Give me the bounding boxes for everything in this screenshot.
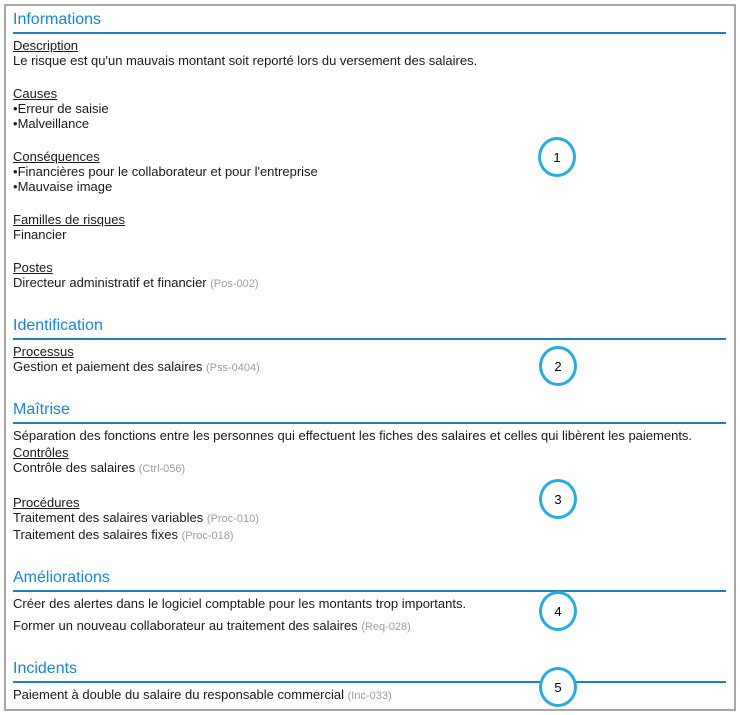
maitrise-intro: Séparation des fonctions entre les personnes qui effectuent les fiches des salaires et celles qui libèrent les paiements. [13, 428, 693, 443]
callout-4: 4 [539, 591, 577, 631]
section-identification [13, 316, 726, 376]
maitrise-intro-block [13, 428, 726, 443]
causes-label: Causes [13, 86, 58, 101]
processus-ref-code: (Pss-0404) [205, 362, 260, 374]
procedure-value: Traitement des salaires fixes [13, 527, 178, 542]
group-consequences [13, 149, 726, 194]
controle-ref-code: (Ctrl-056) [138, 463, 186, 475]
section-title-maitrise: Maîtrise [13, 400, 726, 424]
familles-value: Financier [13, 227, 67, 242]
group-familles-de-risques [13, 212, 726, 242]
procedure-item-line [13, 527, 726, 544]
amelioration-item-line [13, 618, 726, 635]
group-incidents-items [13, 687, 726, 704]
section-title-incidents: Incidents [13, 659, 726, 683]
group-processus [13, 344, 726, 376]
section-title-identification: Identification [13, 316, 726, 340]
callout-1: 1 [538, 137, 576, 177]
cause-item: • Erreur de saisie [13, 101, 726, 116]
section-title-informations: Informations [13, 10, 726, 34]
controle-item-line [13, 460, 726, 477]
processus-value: Gestion et paiement des salaires [13, 359, 203, 374]
cause-item: • Malveillance [13, 116, 726, 131]
amelioration-ref-code: (Req-028) [361, 621, 411, 633]
page-frame [4, 4, 736, 711]
controles-label: Contrôles [13, 445, 69, 460]
consequence-item: • Financières pour le collaborateur et pour l'entreprise [13, 164, 726, 179]
section-ameliorations [13, 568, 726, 635]
incident-ref-code: (Inc-033) [347, 690, 392, 702]
page-content [6, 6, 734, 704]
description-label: Description [13, 38, 79, 53]
section-incidents [13, 659, 726, 704]
familles-label: Familles de risques [13, 212, 125, 227]
consequence-item: • Mauvaise image [13, 179, 726, 194]
processus-value-line [13, 359, 726, 376]
group-procedures [13, 495, 726, 544]
amelioration-item-line [13, 596, 726, 613]
procedure-item-line [13, 510, 726, 527]
postes-value-line [13, 275, 726, 292]
consequences-label: Conséquences [13, 149, 100, 164]
group-description [13, 38, 726, 68]
procedures-label: Procédures [13, 495, 80, 510]
callout-2: 2 [539, 346, 577, 386]
callout-3: 3 [539, 479, 577, 519]
group-ameliorations-items [13, 596, 726, 635]
procedure-ref-code: (Proc-010) [206, 513, 259, 525]
description-text: Le risque est qu'un mauvais montant soit reporté lors du versement des salaires. [13, 53, 478, 68]
controle-value: Contrôle des salaires [13, 460, 136, 475]
postes-value: Directeur administratif et financier [13, 275, 207, 290]
section-title-ameliorations: Améliorations [13, 568, 726, 592]
section-informations [13, 10, 726, 292]
processus-label: Processus [13, 344, 74, 359]
procedure-ref-code: (Proc-018) [181, 530, 234, 542]
postes-label: Postes [13, 260, 53, 275]
group-controles [13, 445, 726, 477]
group-postes [13, 260, 726, 292]
group-causes [13, 86, 726, 131]
incident-item-line [13, 687, 726, 704]
amelioration-value: Créer des alertes dans le logiciel comptable pour les montants trop importants. [13, 596, 467, 611]
callout-5: 5 [539, 667, 577, 707]
procedure-value: Traitement des salaires variables [13, 510, 204, 525]
section-maitrise [13, 400, 726, 544]
amelioration-value: Former un nouveau collaborateur au traitement des salaires [13, 618, 358, 633]
incident-value: Paiement à double du salaire du responsable commercial [13, 687, 344, 702]
postes-ref-code: (Pos-002) [210, 278, 259, 290]
